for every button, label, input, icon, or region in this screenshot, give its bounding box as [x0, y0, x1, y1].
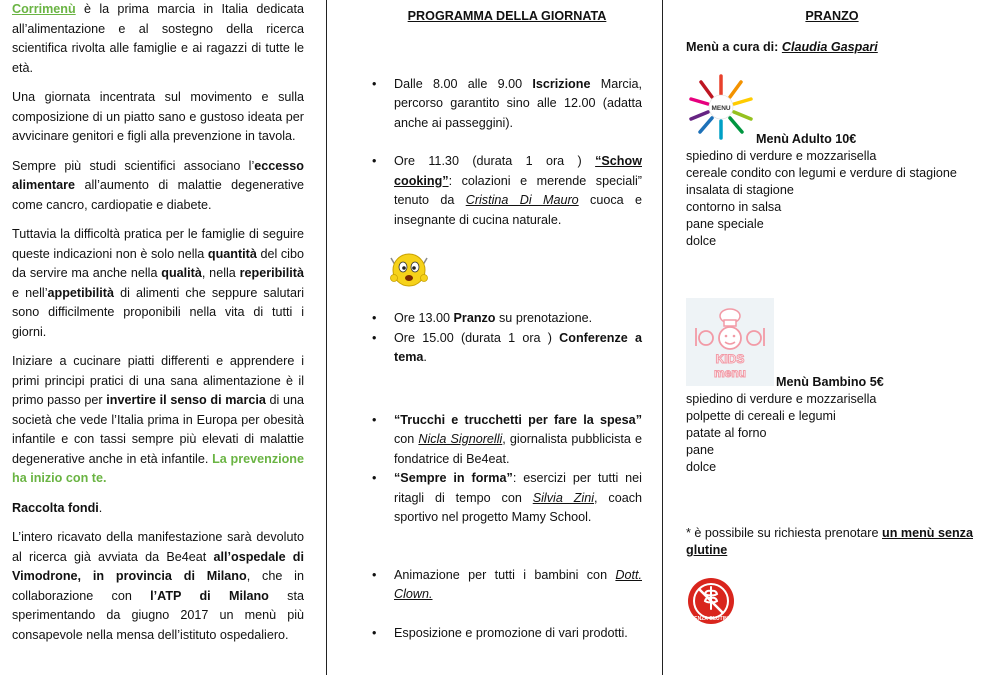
menu-item: patate al forno	[686, 426, 767, 440]
program-list	[372, 309, 642, 368]
column-divider-right	[662, 0, 663, 675]
prevention-slogan: La prevenzione ha inizio con te.	[12, 451, 305, 485]
svg-text:MENU: MENU	[711, 105, 731, 112]
menu-item: dolce	[686, 460, 717, 474]
program-item-lunch: • Ore 13.00 Pranzo su prenotazione.	[372, 309, 642, 329]
menu-item: pane	[686, 443, 715, 457]
program-list	[372, 152, 642, 230]
program-item-animation: • Animazione per tutti i bambini con Dott. Clown.	[372, 566, 642, 605]
prevention-paragraph: Iniziare a cucinare piatti differenti e apprendere i primi principi pratici di una sana alimentazione è il primo passo per invertire il senso di marcia di una società che vede l’Italia prima in Europa per obesità infantile e con tassi sempre più elevati di malattie degenerative anche in età infantile. La prevenzione ha inizio con te.	[12, 354, 305, 485]
kids-menu-logo	[686, 298, 774, 386]
program-item-registration: • Dalle 8.00 alle 9.00 Iscrizione Marcia, percorso garantito sino alle 12.00 (adatta anche ai passeggini).	[372, 75, 642, 134]
lunch-heading: PRANZO	[805, 9, 859, 23]
menu-item: pane speciale	[686, 217, 764, 231]
column-divider-left	[326, 0, 327, 675]
adult-menu-title: Menù Adulto 10€	[756, 132, 857, 146]
menu-curator: Menù a cura di: Claudia Gaspari	[686, 39, 878, 54]
gluten-free-icon	[686, 576, 736, 626]
brand-name: Corrimenù	[12, 2, 76, 16]
smiley-icon	[386, 250, 432, 290]
program-item-cooking: • Ore 11.30 (durata 1 ora ) “Schow cooking”: colazioni e merende speciali” tenuto da Cristina Di Mauro cuoca e insegnante di cucina naturale.	[372, 152, 642, 230]
menu-item: cereale condito con legumi e verdure di stagione	[686, 166, 957, 180]
difficulty-paragraph: Tuttavia la difficoltà pratica per le famiglie di seguire queste indicazioni non è solo nella quantità del cibo da servire ma anche nella qualità, nella reperibilità e nell’appetibilità di alimenti che seppure salutari sono difficilmente proponibili nella vita di tutti i giorni.	[12, 227, 305, 339]
description-paragraph: Una giornata incentrata sul movimento e sulla composizione di un piatto sano e gustoso ideata per avvicinare genitori e figli alla prevenzione in tavola.	[12, 90, 304, 143]
program-list	[372, 411, 642, 528]
svg-text:SENZA GLUTINE: SENZA GLUTINE	[690, 616, 732, 622]
program-item-exhibition: • Esposizione e promozione di vari prodotti.	[372, 624, 642, 644]
svg-text:KIDS: KIDS	[715, 352, 745, 366]
menu-item: polpette di cereali e legumi	[686, 409, 836, 423]
program-list	[372, 624, 642, 644]
lunch-column	[686, 0, 986, 57]
fundraising-heading: Raccolta fondi.	[12, 500, 103, 515]
kids-menu-title: Menù Bambino 5€	[776, 375, 884, 389]
program-item-conferences: • Ore 15.00 (durata 1 ora ) Conferenze a tema.	[372, 329, 642, 368]
intro-column	[12, 0, 304, 655]
program-item-shopping-tips: • “Trucchi e trucchetti per fare la spesa” con Nicla Signorelli, giornalista pubblicista e fondatrice di Be4eat.	[372, 411, 642, 470]
svg-text:menu: menu	[713, 366, 747, 380]
menu-item: spiedino di verdure e mozzarisella	[686, 149, 877, 163]
program-column	[372, 0, 642, 643]
intro-paragraph: Corrimenù è la prima marcia in Italia dedicata all’alimentazione e al sostegno della ricerca scientifica rivolta alle famiglie e ai ragazzi di tutte le età.	[12, 2, 304, 75]
fundraising-paragraph: L’intero ricavato della manifestazione sarà devoluto al ricerca già avviata da Be4eat all’ospedale di Vimodrone, in provincia di Milano, che in collaborazione con l’ATP di Milano sta sperimentando da giugno 2017 un menù più consapevole nella mensa dell’istituto ospedaliero.	[12, 530, 304, 642]
gluten-free-note: * è possibile su richiesta prenotare un menù senza glutine	[686, 526, 973, 557]
adult-menu	[686, 131, 986, 250]
program-list	[372, 566, 642, 605]
menu-item: contorno in salsa	[686, 200, 782, 214]
program-list	[372, 75, 642, 134]
program-heading: PROGRAMMA DELLA GIORNATA	[407, 9, 607, 23]
kids-menu	[686, 374, 986, 476]
menu-item: dolce	[686, 234, 717, 248]
program-item-fitness: • “Sempre in forma”: esercizi per tutti nei ritagli di tempo con Silvia Zini, coach sportivo nel progetto Mamy School.	[372, 469, 642, 528]
menu-item: spiedino di verdure e mozzarisella	[686, 392, 877, 406]
menu-item: insalata di stagione	[686, 183, 794, 197]
studies-paragraph: Sempre più studi scientifici associano l’eccesso alimentare all’aumento di malattie degenerative come cancro, cardiopatie e diabete.	[12, 158, 304, 212]
